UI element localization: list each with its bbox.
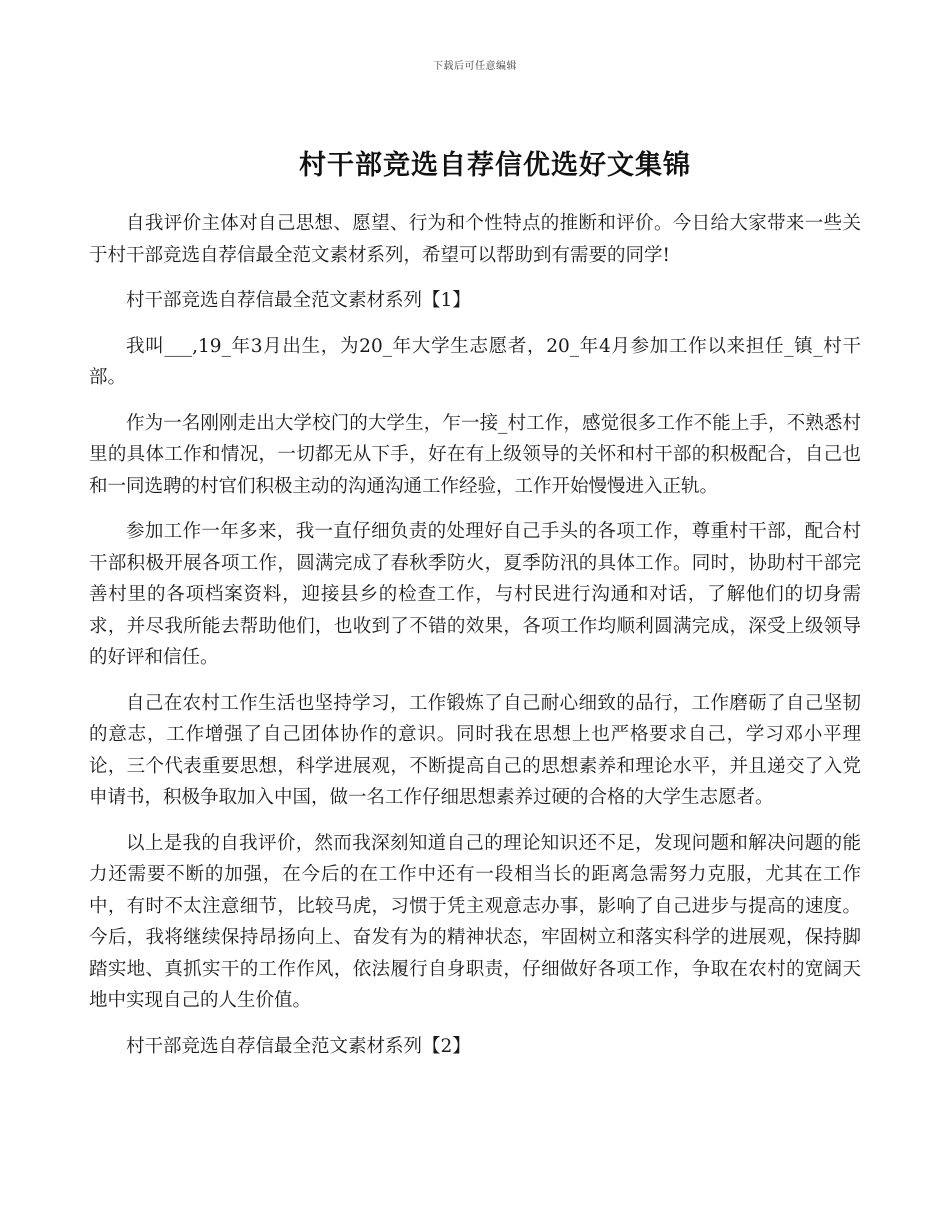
body-paragraph: 我叫___,19_年3月出生，为20_年大学生志愿者，20_年4月参加工作以来担任_镇_村干部。 — [89, 335, 861, 388]
section-heading-2: 村干部竞选自荐信最全范文素材系列【2】 — [126, 1035, 471, 1057]
body-paragraph: 参加工作一年多来，我一直仔细负责的处理好自己手头的各项工作，尊重村干部，配合村干部积极开展各项工作，圆满完成了春秋季防火，夏季防汛的具体工作。同时，协助村干部完善村里的各项档案资料，迎接县乡的检查工作，与村民进行沟通和对话，了解他们的切身需求，并尽我所能去帮助他们，也收到了不错的效果，各项工作均顺利圆满完成，深受上级领导的好评和信任。 — [89, 521, 861, 668]
section-heading-1: 村干部竞选自荐信最全范文素材系列【1】 — [126, 290, 471, 311]
header-note: 下载后可任意编辑 — [433, 61, 517, 72]
body-paragraph: 以上是我的自我评价，然而我深刻知道自己的理论知识还不足，发现问题和解决问题的能力还需要不断的加强，在今后的在工作中还有一段相当长的距离急需努力克服，尤其在工作中，有时不太注意细节，比较马虎，习惯于凭主观意志办事，影响了自己进步与提高的速度。今后，我将继续保持昂扬向上、奋发有为的精神状态，牢固树立和落实科学的进展观，保持脚踏实地、真抓实干的工作作风，依法履行自身职责，仔细做好各项工作，争取在农村的宽阔天地中实现自己的人生价值。 — [89, 832, 861, 1011]
intro-paragraph: 自我评价主体对自己思想、愿望、行为和个性特点的推断和评价。今日给大家带来一些关于村干部竞选自荐信最全范文素材系列，希望可以帮助到有需要的同学! — [89, 213, 861, 266]
body-paragraph: 自己在农村工作生活也坚持学习，工作锻炼了自己耐心细致的品行，工作磨砺了自己坚韧的意志，工作增强了自己团体协作的意识。同时我在思想上也严格要求自己，学习邓小平理论，三个代表重要思想，科学进展观，不断提高自己的思想素养和理论水平，并且递交了入党申请书，积极争取加入中国，做一名工作仔细思想素养过硬的合格的大学生志愿者。 — [89, 692, 861, 808]
document-body — [89, 208, 861, 1076]
body-paragraph: 作为一名刚刚走出大学校门的大学生，乍一接_村工作，感觉很多工作不能上手，不熟悉村里的具体工作和情况，一切都无从下手，好在有上级领导的关怀和村干部的积极配合，自己也和一同选聘的村官们积极主动的沟通沟通工作经验，工作开始慢慢进入正轨。 — [89, 412, 861, 497]
document-title: 村干部竞选自荐信优选好文集锦 — [299, 150, 691, 181]
